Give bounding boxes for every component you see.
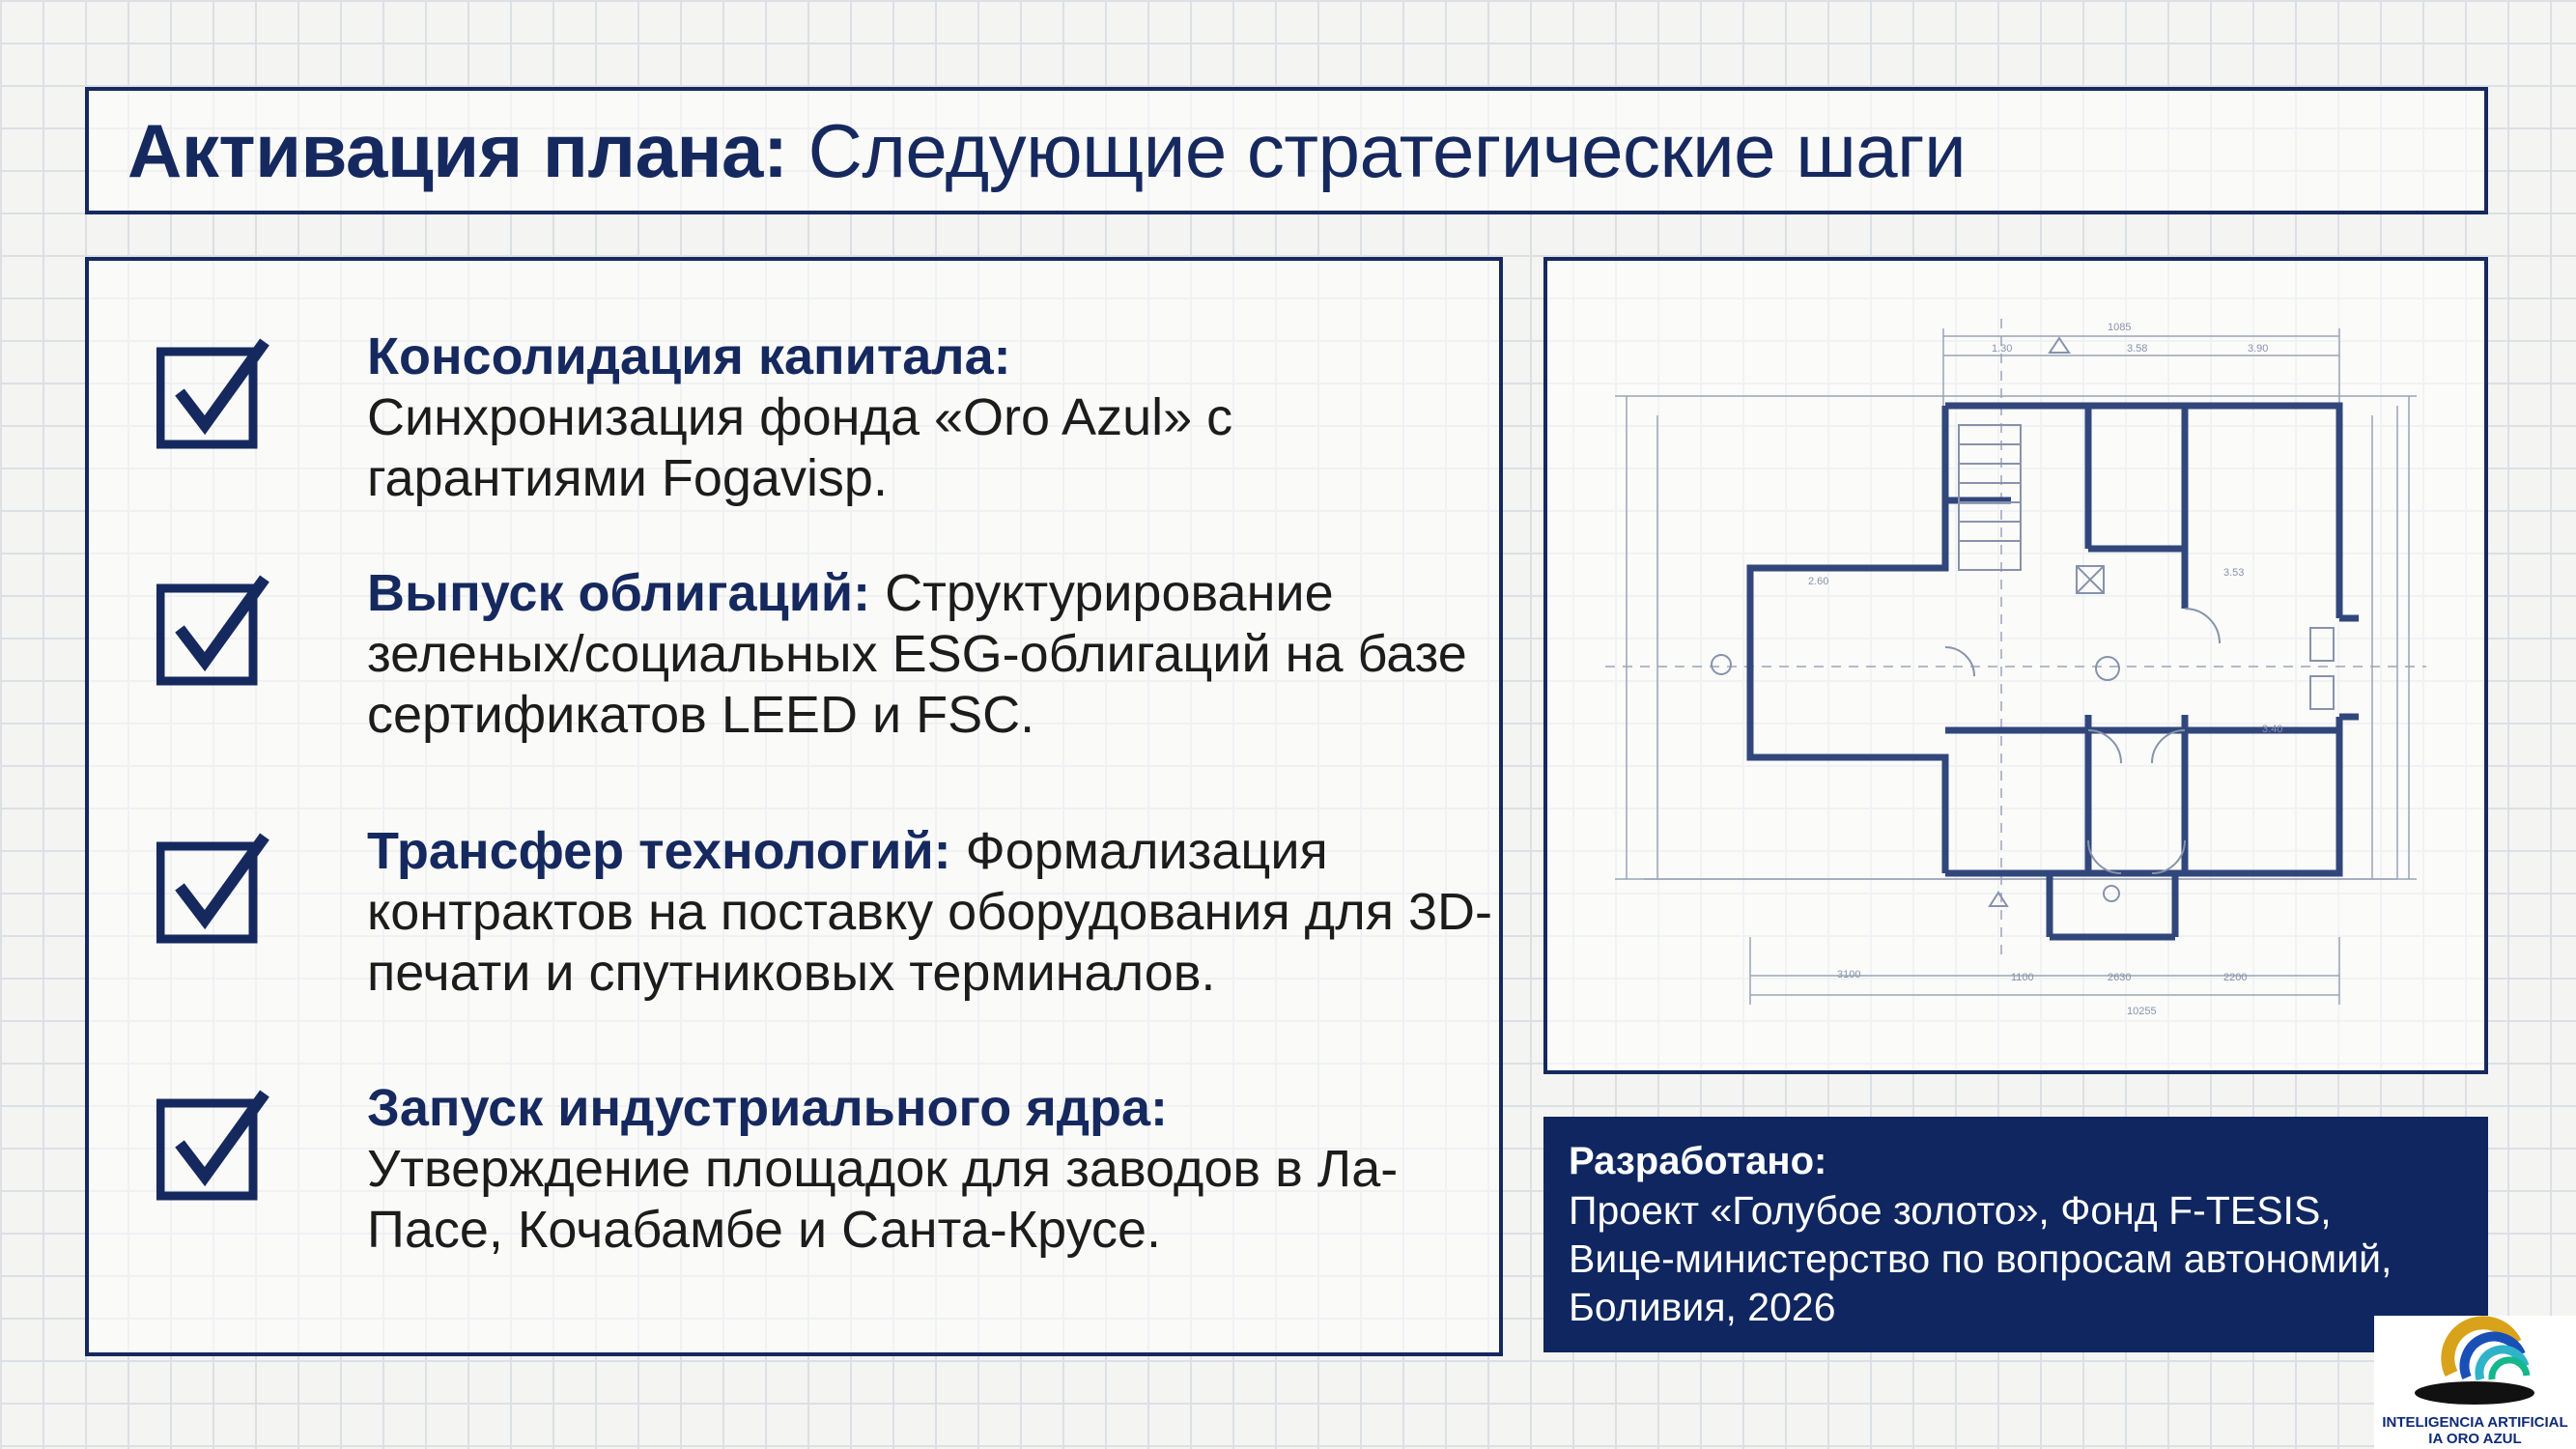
checkbox-icon <box>156 831 272 947</box>
page-title-rest: Следующие стратегические шаги <box>787 107 1967 193</box>
credits-line: Проект «Голубое золото», Фонд F-TESIS, <box>1569 1188 2332 1233</box>
credits-panel <box>1543 1117 2488 1352</box>
svg-text:3100: 3100 <box>1837 969 1861 980</box>
logo-text-line2: IA ORO AZUL <box>2428 1431 2522 1447</box>
svg-text:1100: 1100 <box>2011 972 2034 983</box>
svg-text:3.40: 3.40 <box>2262 724 2283 735</box>
steps-panel <box>85 257 1503 1356</box>
svg-text:2630: 2630 <box>2108 972 2132 983</box>
svg-text:3.53: 3.53 <box>2223 567 2245 579</box>
svg-text:1.30: 1.30 <box>1992 343 2013 355</box>
svg-text:10255: 10255 <box>2127 1006 2157 1017</box>
floor-plan-panel <box>1543 257 2488 1074</box>
svg-text:1085: 1085 <box>2108 322 2132 333</box>
step-description: Утверждение площадок для заводов в Ла-Пасе, Кочабамбе и Санта-Крусе. <box>367 1140 1399 1259</box>
page-title-bold: Активация плана: <box>127 107 788 193</box>
logo-emblem-icon <box>2374 1316 2576 1416</box>
logo-text-line1: INTELIGENCIA ARTIFICIAL <box>2382 1414 2568 1431</box>
svg-text:3.90: 3.90 <box>2248 343 2269 355</box>
checkbox-icon <box>156 1088 272 1204</box>
credits-title: Разработано: <box>1569 1140 1827 1182</box>
step-text <box>367 563 1526 746</box>
step-label: Трансфер технологий: <box>367 822 951 880</box>
step-description: Синхронизация фонда «Oro Azul» с гарантиями Fogavisp. <box>367 388 1233 507</box>
svg-text:2200: 2200 <box>2223 972 2248 983</box>
svg-text:3.58: 3.58 <box>2127 343 2148 355</box>
step-label: Запуск индустриального ядра: <box>367 1079 1169 1137</box>
step-description: Формализация контрактов на поставку оборудования для 3D-печати и спутниковых терминалов. <box>367 822 1492 1002</box>
checkbox-icon <box>156 336 272 452</box>
checkbox-icon <box>156 573 272 689</box>
step-label: Консолидация капитала: <box>367 327 1011 385</box>
page-title <box>127 107 1966 195</box>
step-text <box>367 1078 1526 1261</box>
step-text <box>367 821 1526 1004</box>
step-text <box>367 327 1526 509</box>
credits-line: Боливия, 2026 <box>1569 1285 1836 1329</box>
step-description: Структурирование зеленых/социальных ESG-облигаций на базе сертификатов LEED и FSC. <box>367 564 1467 744</box>
svg-text:2.60: 2.60 <box>1808 576 1829 587</box>
floor-plan-drawing <box>1547 261 2484 1070</box>
step-label: Выпуск облигаций: <box>367 564 871 622</box>
title-box <box>85 87 2488 214</box>
credits-line: Вице-министерство по вопросам автономий, <box>1569 1236 2392 1281</box>
oro-azul-logo <box>2374 1316 2576 1449</box>
